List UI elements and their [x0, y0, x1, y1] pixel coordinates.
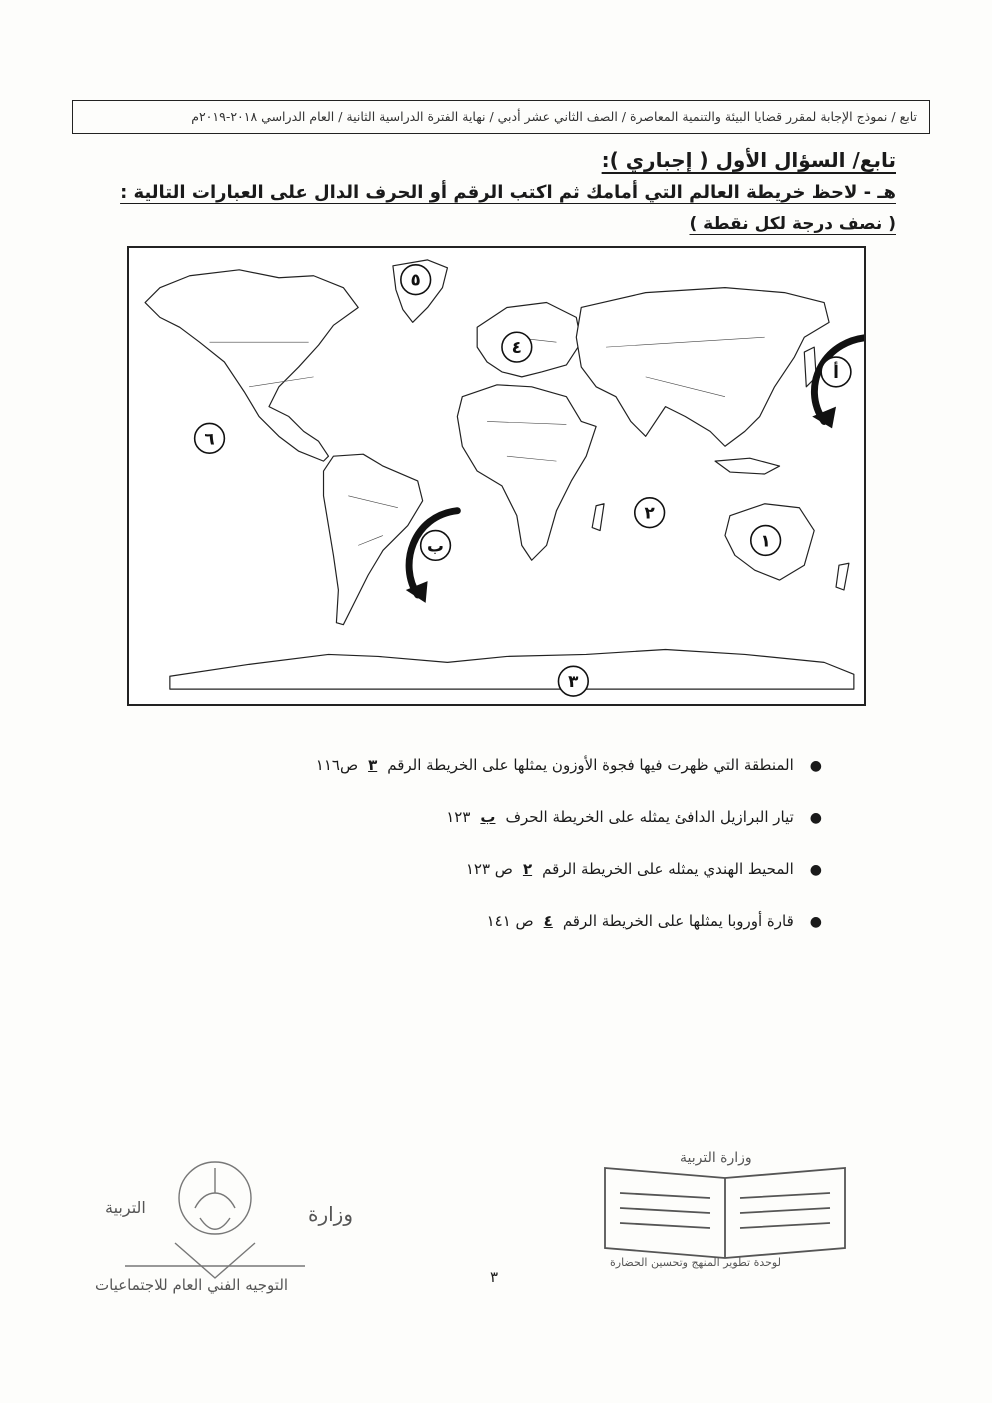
north-america-outline — [145, 270, 358, 461]
africa-outline — [457, 385, 596, 560]
item-text: المحيط الهندي يمثله على الخريطة الرقم — [542, 860, 794, 878]
new-zealand-outline — [836, 563, 849, 590]
item-reference: ١٢٣ — [446, 808, 471, 826]
answer-item-europe — [487, 912, 822, 930]
item-reference: ص١١٦ — [315, 756, 359, 774]
map-label-4: ٤ — [511, 337, 522, 358]
world-map — [127, 246, 866, 706]
item-answer: ٢ — [522, 860, 533, 878]
map-label-5: ٥ — [410, 269, 421, 290]
map-label-alef: أ — [833, 361, 839, 382]
item-text: المنطقة التي ظهرت فيها فجوة الأوزون يمثلها على الخريطة الرقم — [387, 756, 794, 774]
answer-item-brazil-current — [446, 808, 822, 826]
stamp-word-1: وزارة — [307, 1202, 353, 1226]
stamp-word-2: التربية — [105, 1198, 146, 1217]
map-label-ba: ب — [427, 535, 445, 556]
item-answer: ب — [480, 808, 496, 826]
answer-item-indian-ocean — [466, 860, 822, 878]
asia-outline — [576, 288, 829, 447]
madagascar-outline — [592, 504, 604, 531]
book-stamp-icon — [590, 1148, 860, 1268]
indonesia-outline — [715, 458, 779, 474]
bullet-icon: ● — [809, 810, 822, 826]
item-text: قارة أوروبا يمثلها على الخريطة الرقم — [562, 912, 794, 930]
map-label-2: ٢ — [644, 502, 655, 523]
map-label-1: ١ — [760, 530, 771, 551]
question-instruction: هـ - لاحظ خريطة العالم التي أمامك ثم اكتب الرقم أو الحرف الدال على العبارات التالية : — [120, 182, 896, 203]
item-reference: ص ١٤١ — [486, 912, 534, 930]
stamp-right-caption: لوحدة تطوير المنهج وتحسين الحضارة — [610, 1256, 781, 1269]
page-number: ٣ — [490, 1268, 499, 1286]
ministry-book-stamp — [590, 1148, 860, 1268]
item-reference: ص ١٢٣ — [465, 860, 513, 878]
stamp-caption: التوجيه الفني العام للاجتماعيات — [95, 1276, 289, 1294]
ministry-logo-stamp — [95, 1148, 365, 1308]
points-note: ( نصف درجة لكل نقطة ) — [689, 214, 896, 234]
answer-item-ozone — [316, 756, 822, 774]
item-text: تيار البرازيل الدافئ يمثله على الخريطة الحرف — [505, 808, 794, 826]
header-box: تابع / نموذج الإجابة لمقرر قضايا البيئة والتنمية المعاصرة / الصف الثاني عشر أدبي / نهاية الفترة الدراسية الثانية / العام الدراسي ٢٠١٨-٢٠١٩م — [72, 100, 930, 134]
item-answer: ٤ — [543, 912, 553, 930]
antarctica-outline — [170, 649, 854, 692]
bullet-icon: ● — [809, 758, 822, 774]
question-continuation-title: تابع/ السؤال الأول ( إجباري ): — [601, 148, 896, 172]
bullet-icon: ● — [809, 914, 822, 930]
world-map-drawing — [129, 248, 864, 704]
bullet-icon: ● — [809, 862, 822, 878]
item-answer: ٣ — [368, 756, 378, 774]
map-label-6: ٦ — [204, 428, 215, 449]
map-label-3: ٣ — [568, 671, 579, 692]
stamp-right-title: وزارة التربية — [680, 1150, 752, 1166]
